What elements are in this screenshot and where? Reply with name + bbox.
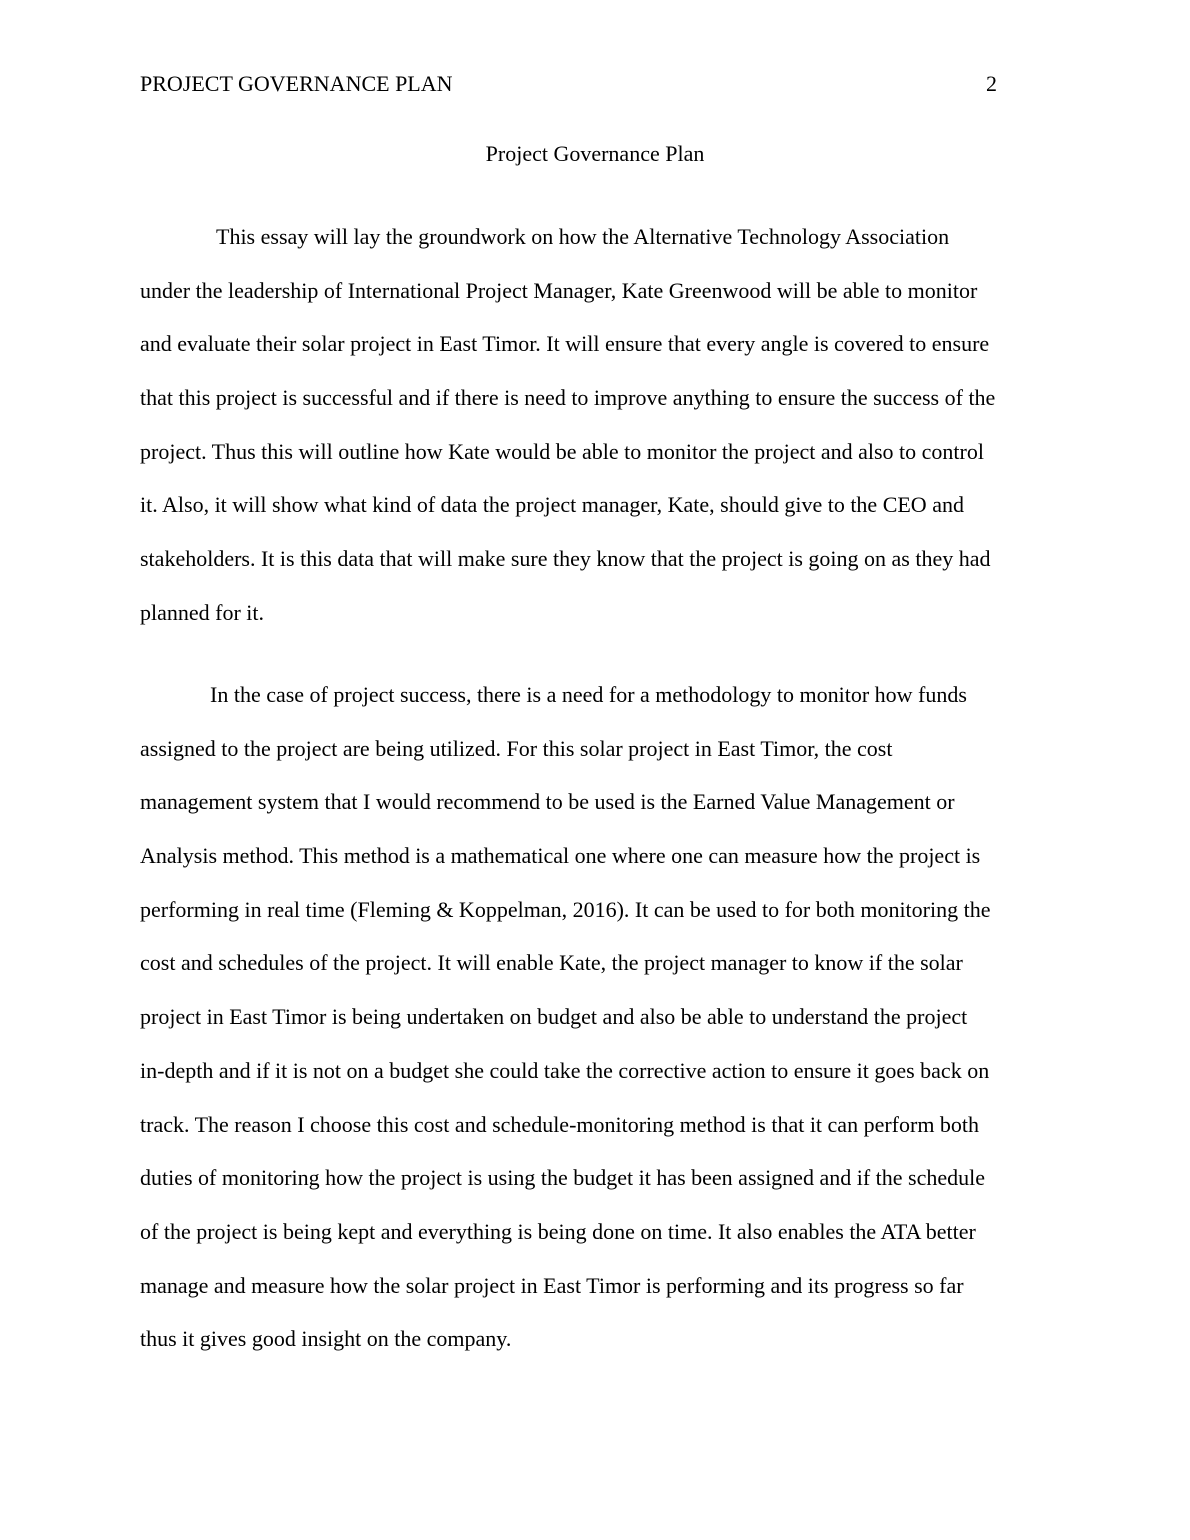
page-number: 2 [986, 71, 997, 96]
paragraph-line: in-depth and if it is not on a budget she could take the corrective action to ensure it goes back on [140, 1057, 990, 1083]
paragraph-1 [140, 223, 1070, 653]
paragraph-line: project. Thus this will outline how Kate would be able to monitor the project and also to control [140, 438, 984, 464]
paragraph-line: duties of monitoring how the project is using the budget it has been assigned and if the schedule [140, 1165, 985, 1191]
paragraph-line: under the leadership of International Project Manager, Kate Greenwood will be able to monitor [140, 277, 978, 303]
document-title: Project Governance Plan [485, 141, 705, 166]
paragraph-line: Analysis method. This method is a mathematical one where one can measure how the project is [140, 843, 981, 869]
paragraph-line: it. Also, it will show what kind of data the project manager, Kate, should give to the CEO and [140, 492, 964, 518]
paragraph-2 [140, 681, 1070, 1379]
paragraph-line: that this project is successful and if there is need to improve anything to ensure the success of the [140, 385, 996, 411]
paragraph-line: planned for it. [140, 599, 265, 625]
paragraph-line: manage and measure how the solar project in East Timor is performing and its progress so far [140, 1272, 964, 1298]
paragraph-line: stakeholders. It is this data that will make sure they know that the project is going on as they had [140, 546, 991, 572]
paragraph-line: performing in real time (Fleming & Koppelman, 2016). It can be used to for both monitoring the [140, 896, 991, 922]
paragraph-line: In the case of project success, there is a need for a methodology to monitor how funds [210, 682, 967, 707]
paragraph-line: management system that I would recommend to be used is the Earned Value Management or [140, 789, 955, 815]
paragraph-line: assigned to the project are being utilized. For this solar project in East Timor, the cost [140, 735, 893, 761]
paragraph-line: This essay will lay the groundwork on how the Alternative Technology Association [216, 224, 950, 249]
paragraph-line: cost and schedules of the project. It will enable Kate, the project manager to know if the solar [140, 950, 963, 976]
paragraph-line: project in East Timor is being undertaken on budget and also be able to understand the project [140, 1004, 968, 1030]
paragraph-line: of the project is being kept and everything is being done on time. It also enables the ATA better [140, 1218, 976, 1244]
running-head: PROJECT GOVERNANCE PLAN [140, 71, 453, 96]
paragraph-line: thus it gives good insight on the company. [140, 1326, 512, 1352]
paragraph-line: track. The reason I choose this cost and schedule-monitoring method is that it can perform both [140, 1111, 980, 1137]
paragraph-line: and evaluate their solar project in East Timor. It will ensure that every angle is covered to ensure [140, 331, 990, 357]
